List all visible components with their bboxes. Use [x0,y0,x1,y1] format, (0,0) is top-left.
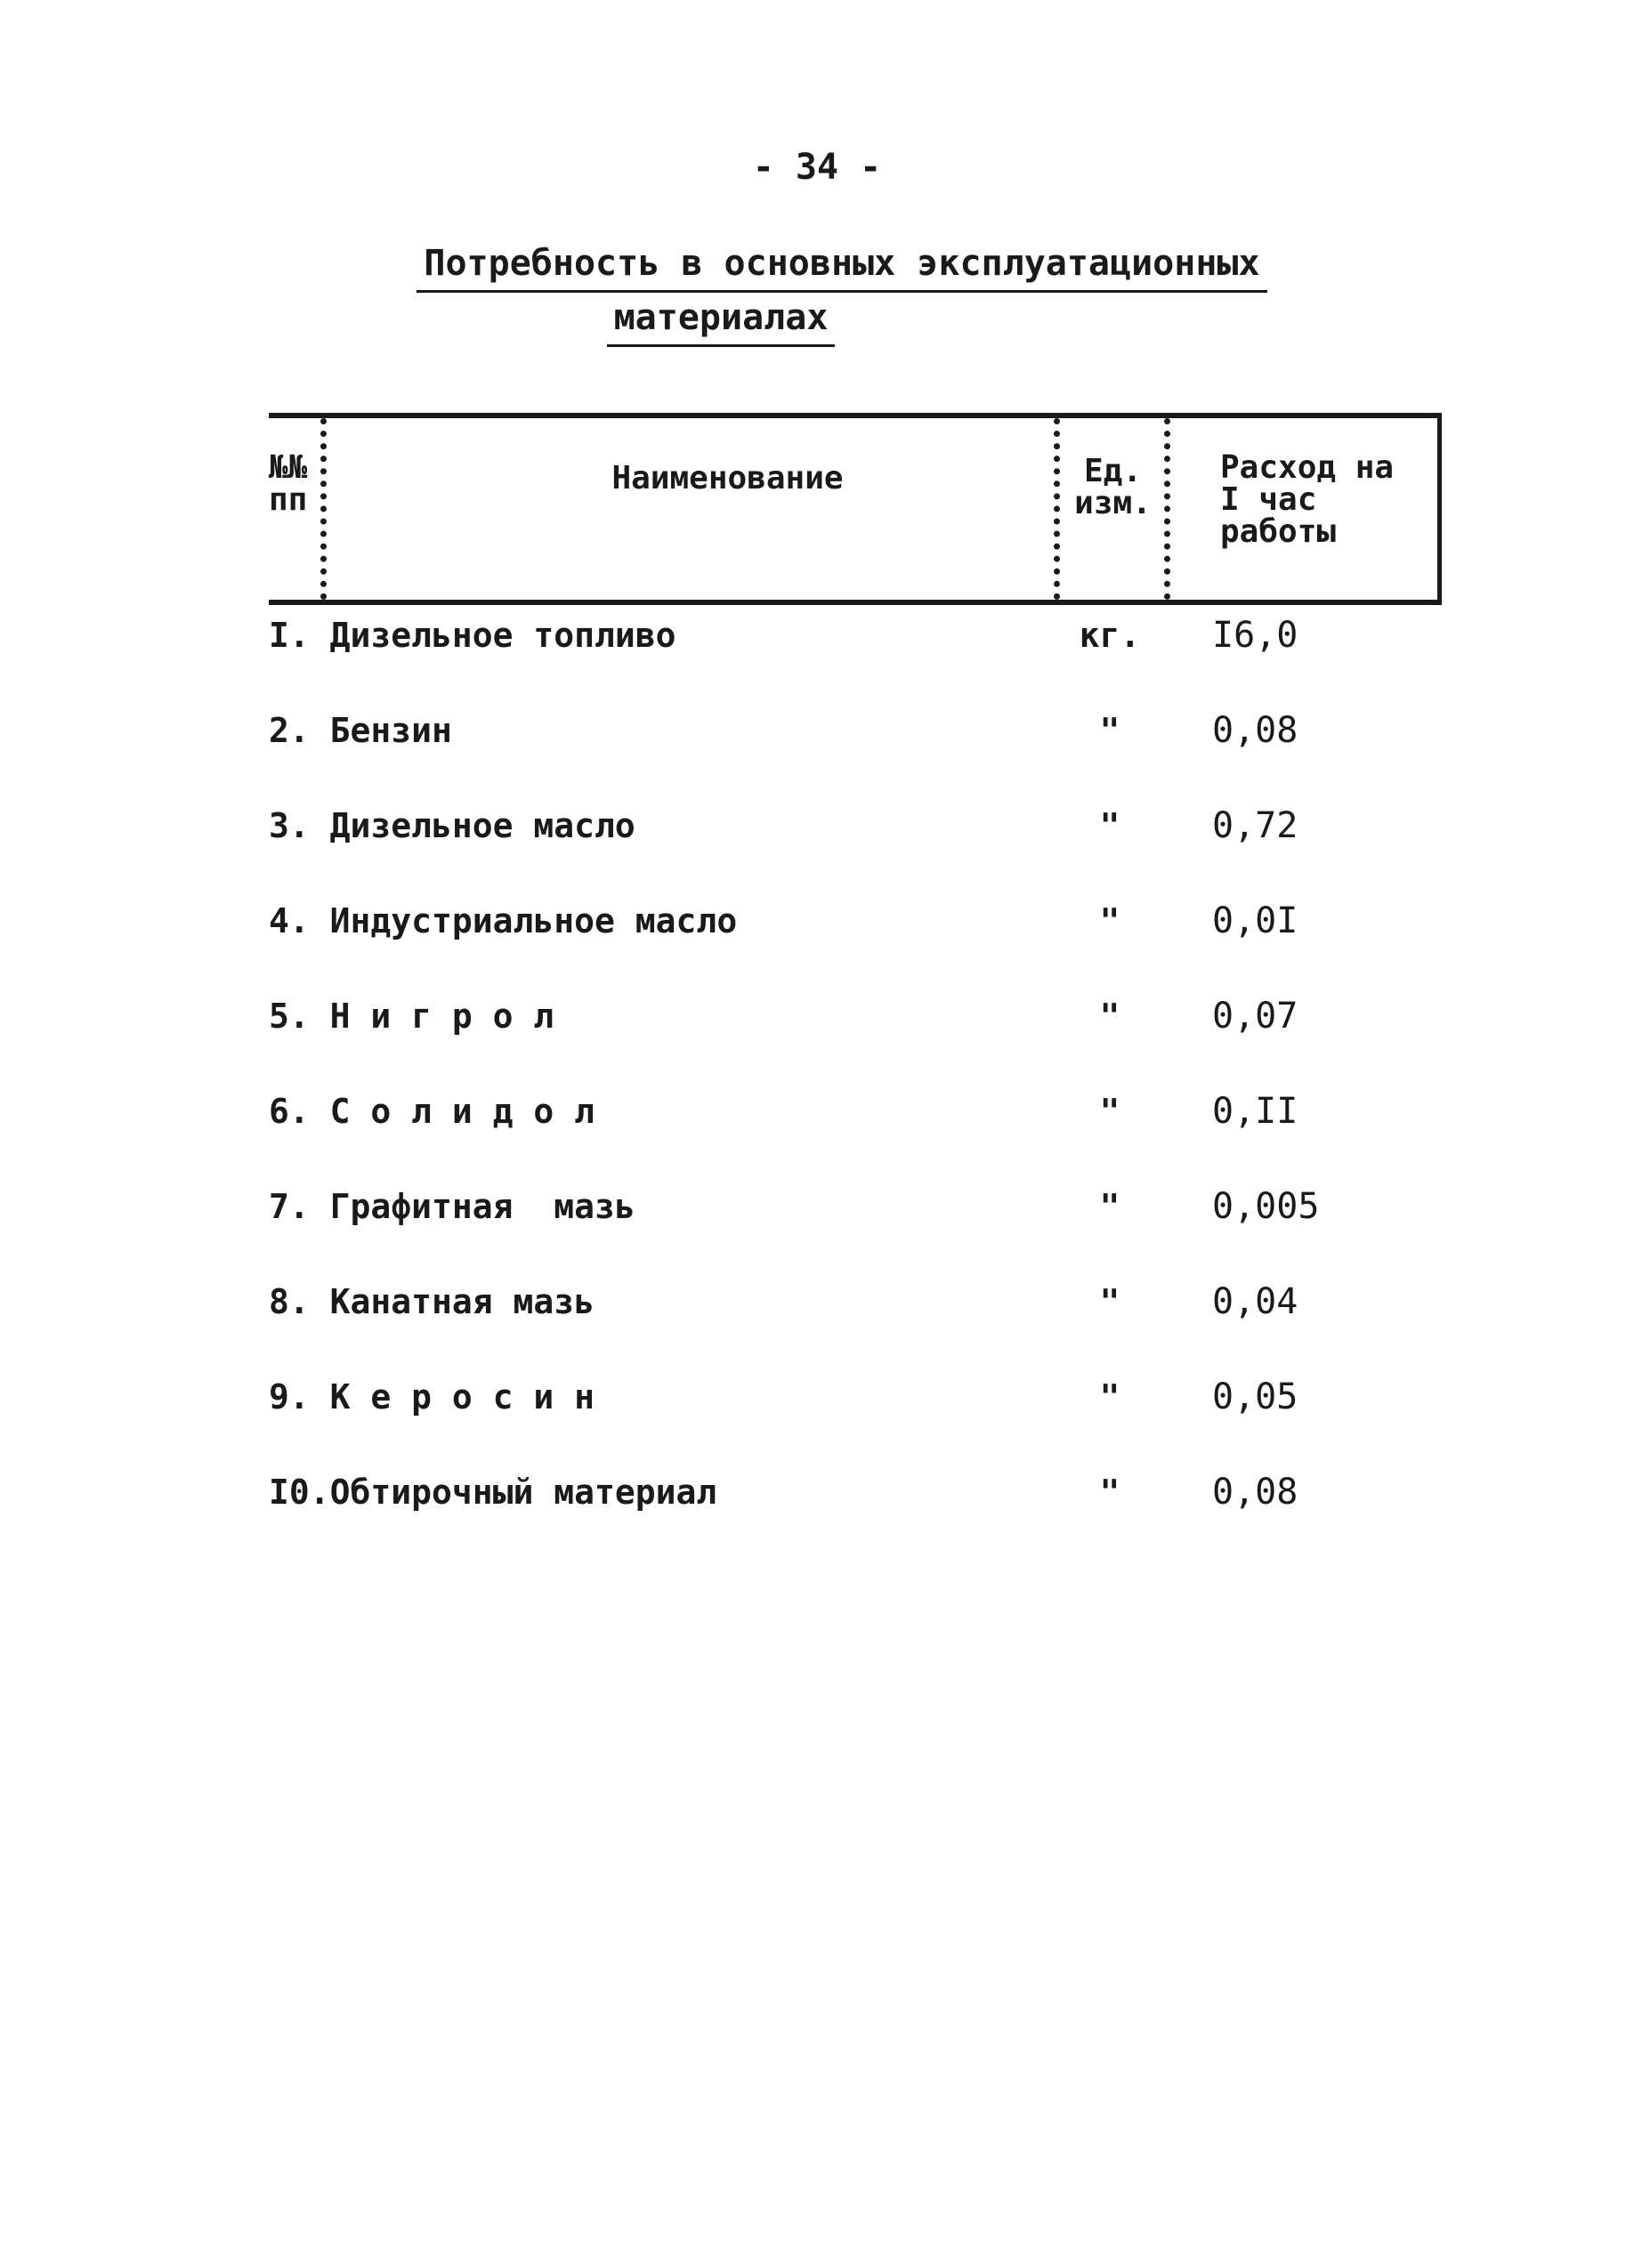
table-row [269,1374,1442,1469]
table-row [269,612,1442,707]
row-name: 6. С о л и д о л [269,1092,595,1131]
row-value: 0,05 [1212,1376,1298,1417]
row-name: 2. Бензин [269,711,452,750]
header-rate-line-3: работы [1220,513,1337,550]
row-unit: " [1099,901,1120,940]
table-row [269,1183,1442,1279]
row-unit: " [1099,711,1120,750]
row-unit: кг. [1079,616,1141,655]
table-row [269,898,1442,993]
table-row [269,707,1442,803]
header-unit [1054,418,1166,600]
table-row [269,803,1442,898]
row-value: 0,II [1212,1091,1298,1132]
row-unit: " [1099,1187,1120,1226]
row-name: I. Дизельное топливо [269,616,676,655]
page-number: - 34 - [752,147,882,188]
header-unit-line-2: изм. [1074,485,1152,521]
row-unit: " [1099,997,1120,1036]
row-name: 3. Дизельное масло [269,806,635,845]
header-number [269,418,320,600]
header-rate-line-1: Расход на [1220,449,1395,486]
header-name-label: Наименование [611,460,844,496]
row-name: 9. К е р о с и н [269,1377,595,1416]
title-line-2: материалах [607,293,836,347]
row-name: 8. Канатная мазь [269,1282,595,1321]
row-unit: " [1099,806,1120,845]
row-value: 0,0I [1212,900,1298,941]
header-rate [1164,418,1435,600]
row-unit: " [1099,1473,1120,1512]
table-header [269,413,1442,605]
row-value: I6,0 [1212,615,1298,656]
row-value: 0,72 [1212,805,1298,846]
header-number-line-1: №№ [269,449,308,486]
row-name: 5. Н и г р о л [269,997,554,1036]
row-value: 0,005 [1212,1186,1320,1227]
table-row [269,1279,1442,1374]
table-body [269,612,1442,1564]
row-value: 0,07 [1212,996,1298,1037]
header-number-line-2: пп [269,481,308,518]
row-name: 4. Индустриальное масло [269,901,738,940]
row-unit: " [1099,1092,1120,1131]
row-name: I0.Обтирочный материал [269,1473,717,1512]
row-unit: " [1099,1377,1120,1416]
row-value: 0,08 [1212,1472,1298,1513]
row-value: 0,04 [1212,1281,1298,1322]
header-rate-line-2: I час [1220,481,1317,518]
header-unit-line-1: Ед. [1083,453,1143,489]
table-row [269,1469,1442,1564]
document-title [0,238,1634,347]
title-line-1: Потребность в основных эксплуатационных [417,238,1266,293]
table-row [269,1088,1442,1183]
row-value: 0,08 [1212,710,1298,751]
row-name: 7. Графитная мазь [269,1187,635,1226]
table-row [269,993,1442,1088]
row-unit: " [1099,1282,1120,1321]
